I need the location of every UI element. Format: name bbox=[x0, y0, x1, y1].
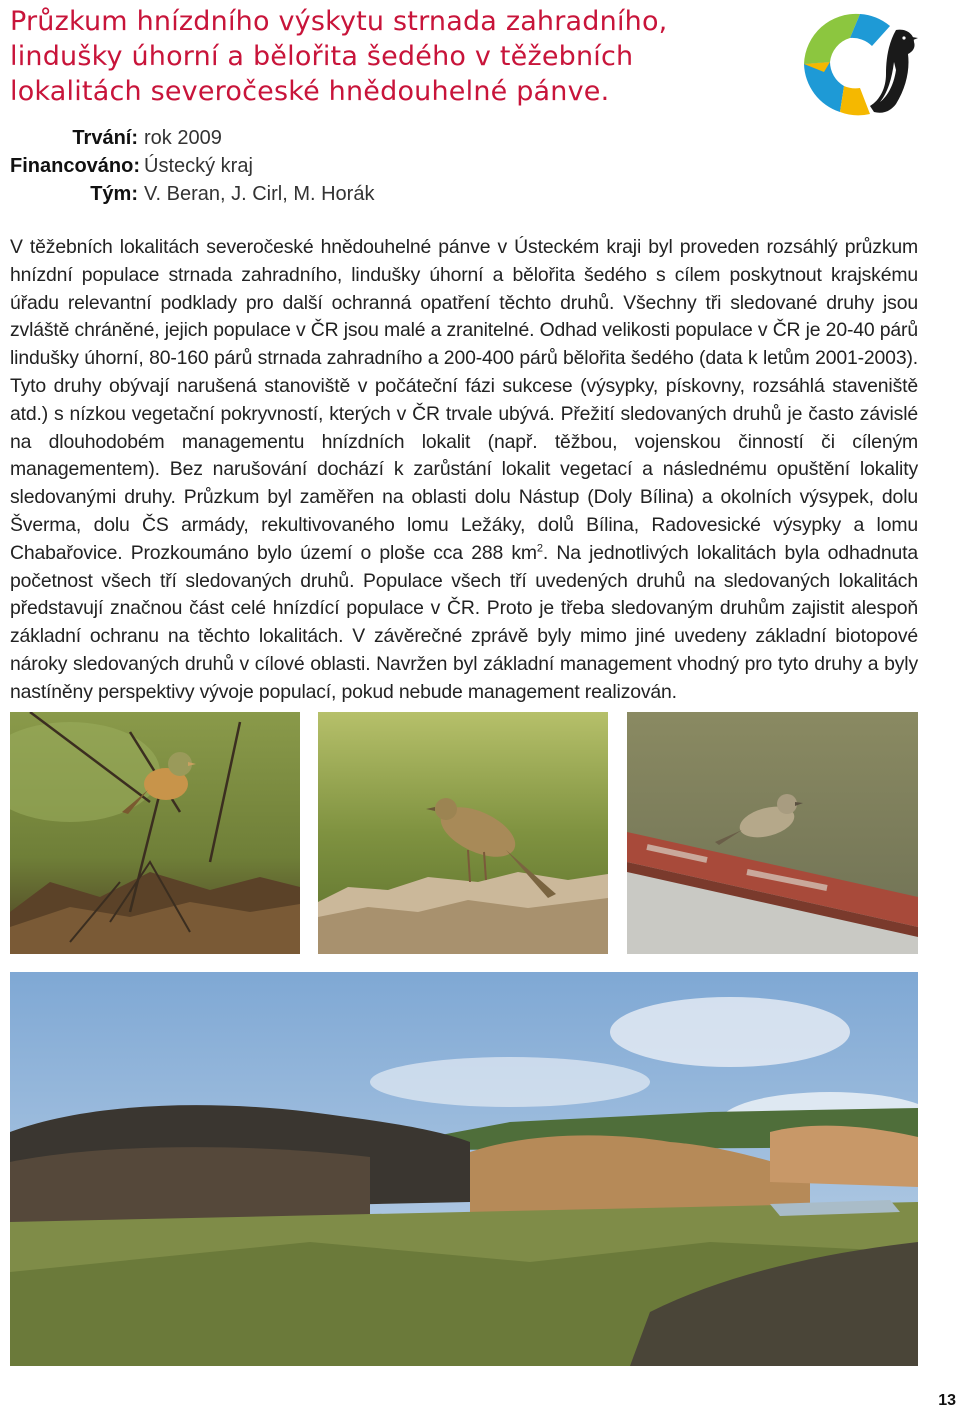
wheatear-on-pipe-photo bbox=[627, 712, 918, 954]
area-unit-superscript: 2 bbox=[536, 542, 543, 555]
team-row bbox=[10, 180, 374, 208]
team-value: V. Beran, J. Cirl, M. Horák bbox=[144, 183, 375, 205]
page-number: 13 bbox=[938, 1392, 956, 1409]
project-meta bbox=[10, 124, 374, 208]
title-line: Průzkum hnízdního výskytu strnada zahradního, bbox=[10, 6, 668, 37]
body-paragraph bbox=[10, 234, 918, 707]
body-text-part2: . Na jednotlivých lokalitách byla odhadnuta početnost všech tří sledovaných druhů. Populace všech tří uvedených druhů na sledovaných lokalitách představují značnou část celé hnízdící populace v ČR. Proto je třeba sledovaným druhům zajistit alespoň základní ochranu na těchto lokalitách. V závěrečné zprávě byly mimo jiné uvedeny základní biotopové nároky sledovaných druhů v cílové oblasti. Navržen byl základní management vhodný pro tyto druhy a byly nastíněny perspektivy vývoje populací, pokud nebude management realizován. bbox=[10, 541, 918, 703]
body-text-part1: V těžebních lokalitách severočeské hnědouhelné pánve v Ústeckém kraji byl proveden rozsáhlý průzkum hnízdní populace strnada zahradního, lindušky úhorní a bělořita šedého s cílem poskytnout krajskému úřadu relevantní podklady pro další ochranná opatření těchto druhů. Všechny tři sledované druhy jsou zvláště chráněné, jejich populace v ČR jsou malé a zranitelné. Odhad velikosti populace v ČR je 20-40 párů lindušky úhorní, 80-160 párů strnada zahradního a 200-400 párů bělořita šedého (data k letům 2001-2003). Tyto druhy obývají narušená stanoviště v počáteční fázi sukcese (výsypky, pískovny, rozsáhlá staveniště atd.) s nízkou vegetační pokryvností, kterých v ČR trvale ubývá. Přežití sledovaných druhů je často závislé na dlouhodobém managementu hnízdních lokalit (např. těžbou, vojenskou činností či cíleným managementem). Bez narušování dochází k zarůstání lokalit vegetací a následnému opuštění lokality sledovanými druhy. Průzkum byl zaměřen na oblasti dolu Nástup (Doly Bílina) a okolních výsypek, dolu Šverma, dolu ČS armády, rekultivovaného lomu Ležáky, dolů Bílina, Radovesické výsypky a lomu Chabařovice. Prozkoumáno bylo území o ploše cca 288 km bbox=[10, 236, 918, 564]
bird-logo-icon bbox=[800, 8, 922, 118]
duration-label: Trvání: bbox=[72, 127, 138, 149]
duration-value: rok 2009 bbox=[144, 127, 222, 149]
funding-row bbox=[10, 152, 374, 180]
title-line: lokalitách severočeské hnědouhelné pánve. bbox=[10, 76, 610, 107]
team-label: Tým: bbox=[90, 183, 138, 205]
funding-label: Financováno: bbox=[10, 155, 141, 177]
duration-row bbox=[10, 124, 374, 152]
title-line: lindušky úhorní a bělořita šedého v těžebních bbox=[10, 41, 634, 72]
bunting-on-branch-photo bbox=[10, 712, 300, 954]
mining-spoil-landscape-photo bbox=[10, 972, 918, 1366]
pipit-on-rock-photo bbox=[318, 712, 608, 954]
funding-value: Ústecký kraj bbox=[144, 155, 253, 177]
page-title bbox=[10, 4, 770, 109]
